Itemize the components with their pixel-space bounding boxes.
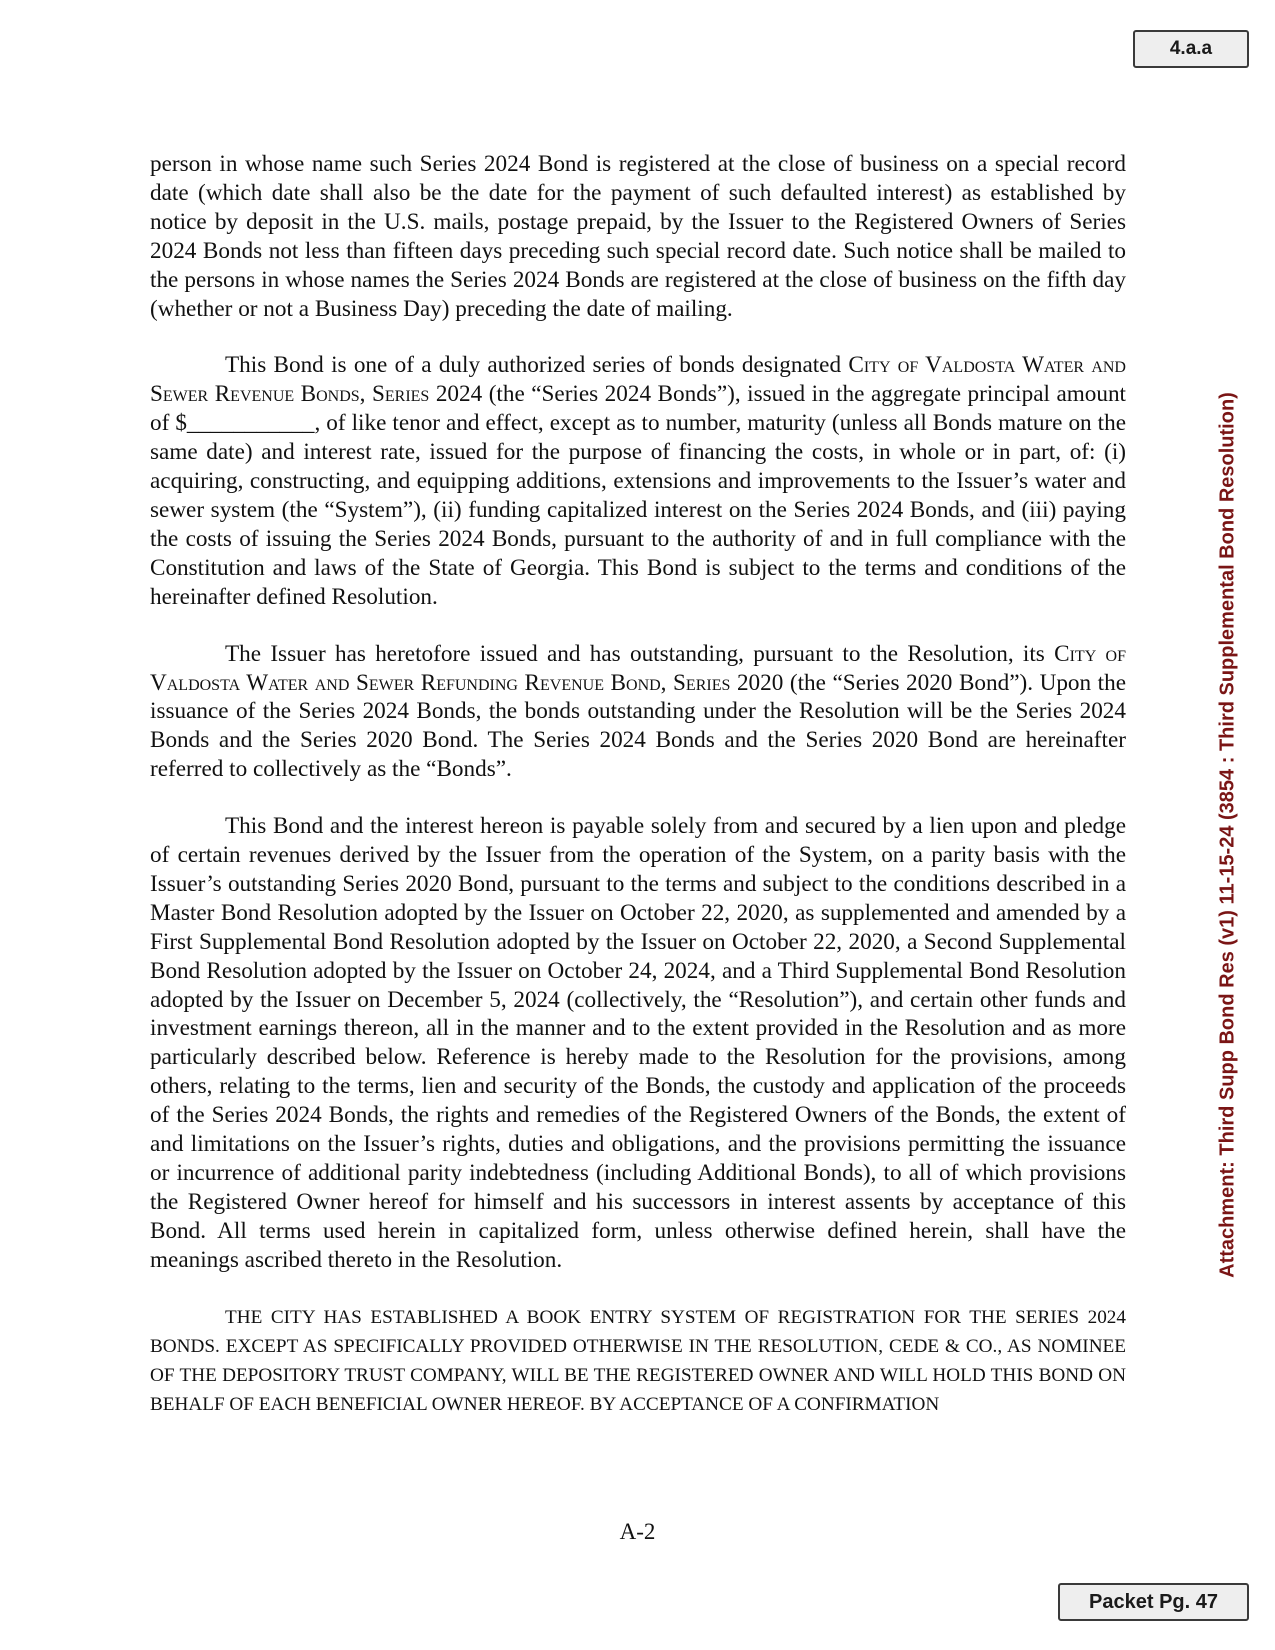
refunding-bond-designation: City of Valdosta Water and Sewer Refunding Revenue Bond, Series	[150, 640, 1126, 696]
paragraph-record-date: person in whose name such Series 2024 Bond is registered at the close of business on a special record date (which date shall also be the date for the payment of such defaulted interest) as established by notice by deposit in the U.S. mails, postage prepaid, by the Issuer to the Registered Owners of Series 2024 Bonds not less than fifteen days preceding such special record date. Such notice shall be mailed to the persons in whose names the Series 2024 Bonds are registered at the close of business on the fifth day (whether or not a Business Day) preceding the date of mailing.	[150, 151, 1126, 322]
document-body	[150, 150, 1126, 1419]
attachment-side-label: Attachment: Third Supp Bond Res (v1) 11-15-24 (3854 : Third Supplemental Bond Resolution)	[1216, 392, 1239, 1278]
paragraph-bond-description-lead: This Bond is one of a duly authorized series of bonds designated	[225, 352, 849, 379]
page-number: A-2	[619, 1519, 656, 1544]
paragraph-security-and-resolution: This Bond and the interest hereon is payable solely from and secured by a lien upon and pledge of certain revenues derived by the Issuer from the operation of the System, on a parity basis with the Issuer’s outstanding Series 2020 Bond, pursuant to the terms and subject to the conditions described in a Master Bond Resolution adopted by the Issuer on October 22, 2020, as supplemented and amended by a First Supplemental Bond Resolution adopted by the Issuer on October 22, 2020, a Second Supplemental Bond Resolution adopted by the Issuer on October 24, 2024, and a Third Supplemental Bond Resolution adopted by the Issuer on December 5, 2024 (collectively, the “Resolution”), and certain other funds and investment earnings thereon, all in the manner and to the extent provided in the Resolution and as more particularly described below. Reference is hereby made to the Resolution for the provisions, among others, relating to the terms, lien and security of the Bonds, the custody and application of the proceeds of the Series 2024 Bonds, the rights and remedies of the Registered Owners of the Bonds, the extent of and limitations on the Issuer’s rights, duties and obligations, and the provisions permitting the issuance or incurrence of additional parity indebtedness (including Additional Bonds), to all of which provisions the Registered Owner hereof for himself and his successors in interest assents by acceptance of this Bond. All terms used herein in capitalized form, unless otherwise defined herein, shall have the meanings ascribed thereto in the Resolution.	[150, 813, 1126, 1273]
paragraph-outstanding-bonds-rest: 2020 (the “Series 2020 Bond”). Upon the issuance of the Series 2024 Bonds, the bonds outstanding under the Resolution will be the Series 2024 Bonds and the Series 2020 Bond. The Series 2024 Bonds and the Series 2020 Bond are hereinafter referred to collectively as the “Bonds”.	[150, 669, 1127, 783]
paragraph-bond-description	[150, 351, 1126, 611]
attachment-reference-badge: 4.a.a	[1133, 30, 1249, 68]
paragraph-outstanding-bonds	[150, 640, 1126, 785]
bond-designation: City of Valdosta Water and Sewer Revenue Bonds, Series	[150, 352, 1126, 408]
paragraph-bond-description-rest: 2024 (the “Series 2024 Bonds”), issued in the aggregate principal amount of $___________, of like tenor and effect, except as to number, maturity (unless all Bonds mature on the same date) and interest rate, issued for the purpose of financing the costs, in whole or in part, of: (i) acquiring, constructing, and equipping additions, extensions and improvements to the Issuer’s water and sewer system (the “System”), (ii) funding capitalized interest on the Series 2024 Bonds, and (iii) paying the costs of issuing the Series 2024 Bonds, pursuant to the authority of and in full compliance with the Constitution and laws of the State of Georgia. This Bond is subject to the terms and conditions of the hereinafter defined Resolution.	[150, 381, 1127, 610]
paragraph-book-entry-notice: THE CITY HAS ESTABLISHED A BOOK ENTRY SYSTEM OF REGISTRATION FOR THE SERIES 2024 BONDS. EXCEPT AS SPECIFICALLY PROVIDED OTHERWISE IN THE RESOLUTION, CEDE & CO., AS NOMINEE OF THE DEPOSITORY TRUST COMPANY, WILL BE THE REGISTERED OWNER AND WILL HOLD THIS BOND ON BEHALF OF EACH BENEFICIAL OWNER HEREOF. BY ACCEPTANCE OF A CONFIRMATION	[150, 1306, 1126, 1415]
paragraph-outstanding-bonds-lead: The Issuer has heretofore issued and has outstanding, pursuant to the Resolution, its	[225, 640, 1055, 667]
packet-page-badge: Packet Pg. 47	[1058, 1583, 1249, 1621]
